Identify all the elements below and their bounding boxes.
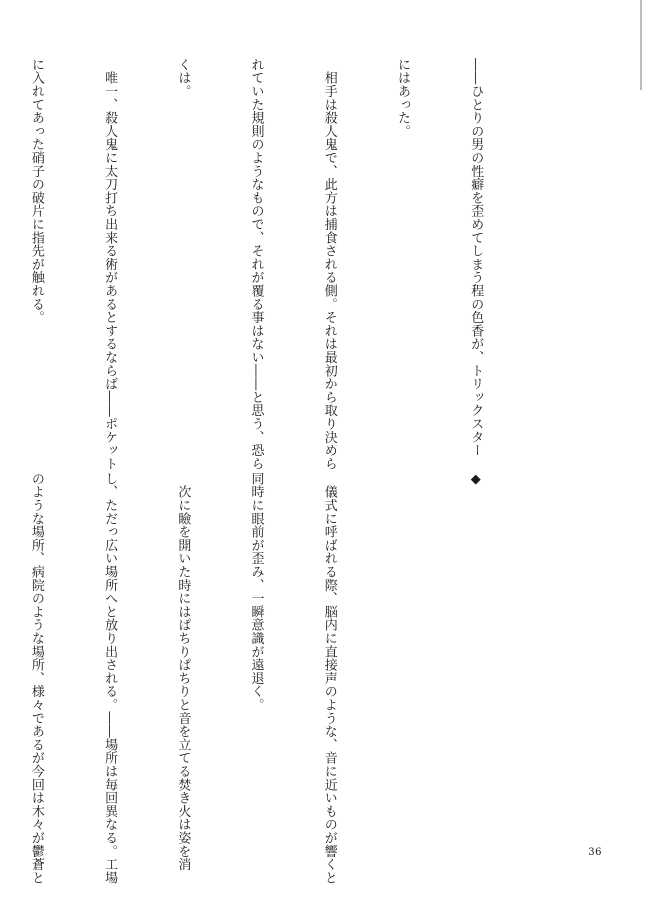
text-line: 儀式に呼ばれる際、脳内に直接声のような、音に近いものが響くと (321, 472, 337, 885)
text-line: のような場所、病院のような場所、様々であるが今回は木々が鬱蒼と (28, 472, 44, 885)
text-line: に入れてあった硝子の破片に指先が触れる。 (28, 58, 44, 324)
text-block-bottom (28, 472, 536, 885)
text-line: 唯一、殺人鬼に太刀打ち出来る術があるとするならば――ポケット (102, 58, 118, 471)
text-line: 次に瞼を開いた時にはぱちりぱちりと音を立てる焚き火は姿を消 (175, 472, 191, 871)
page-edge-line (640, 0, 642, 90)
text-line: 相手は殺人鬼で、此方は捕食される側。それは最初から取り決めら (321, 58, 337, 471)
section-marker: ◆ (468, 472, 484, 488)
text-line: くは。 (175, 58, 191, 98)
text-block-top (28, 58, 536, 471)
text-line: ――ひとりの男の性癖を歪めてしまう程の色香が、トリックスター (468, 58, 484, 457)
text-line: にはあった。 (394, 58, 410, 138)
text-line: 同時に眼前が歪み、一瞬意識が遠退く。 (248, 472, 264, 712)
page-number: 36 (588, 847, 602, 858)
blank-line (390, 472, 414, 840)
text-line: れていた規則のようなもので、それが覆る事はない――と思う、恐ら (248, 58, 264, 471)
text-line: し、ただっ広い場所へと放り出される。――場所は毎回異なる。工場 (102, 472, 118, 885)
